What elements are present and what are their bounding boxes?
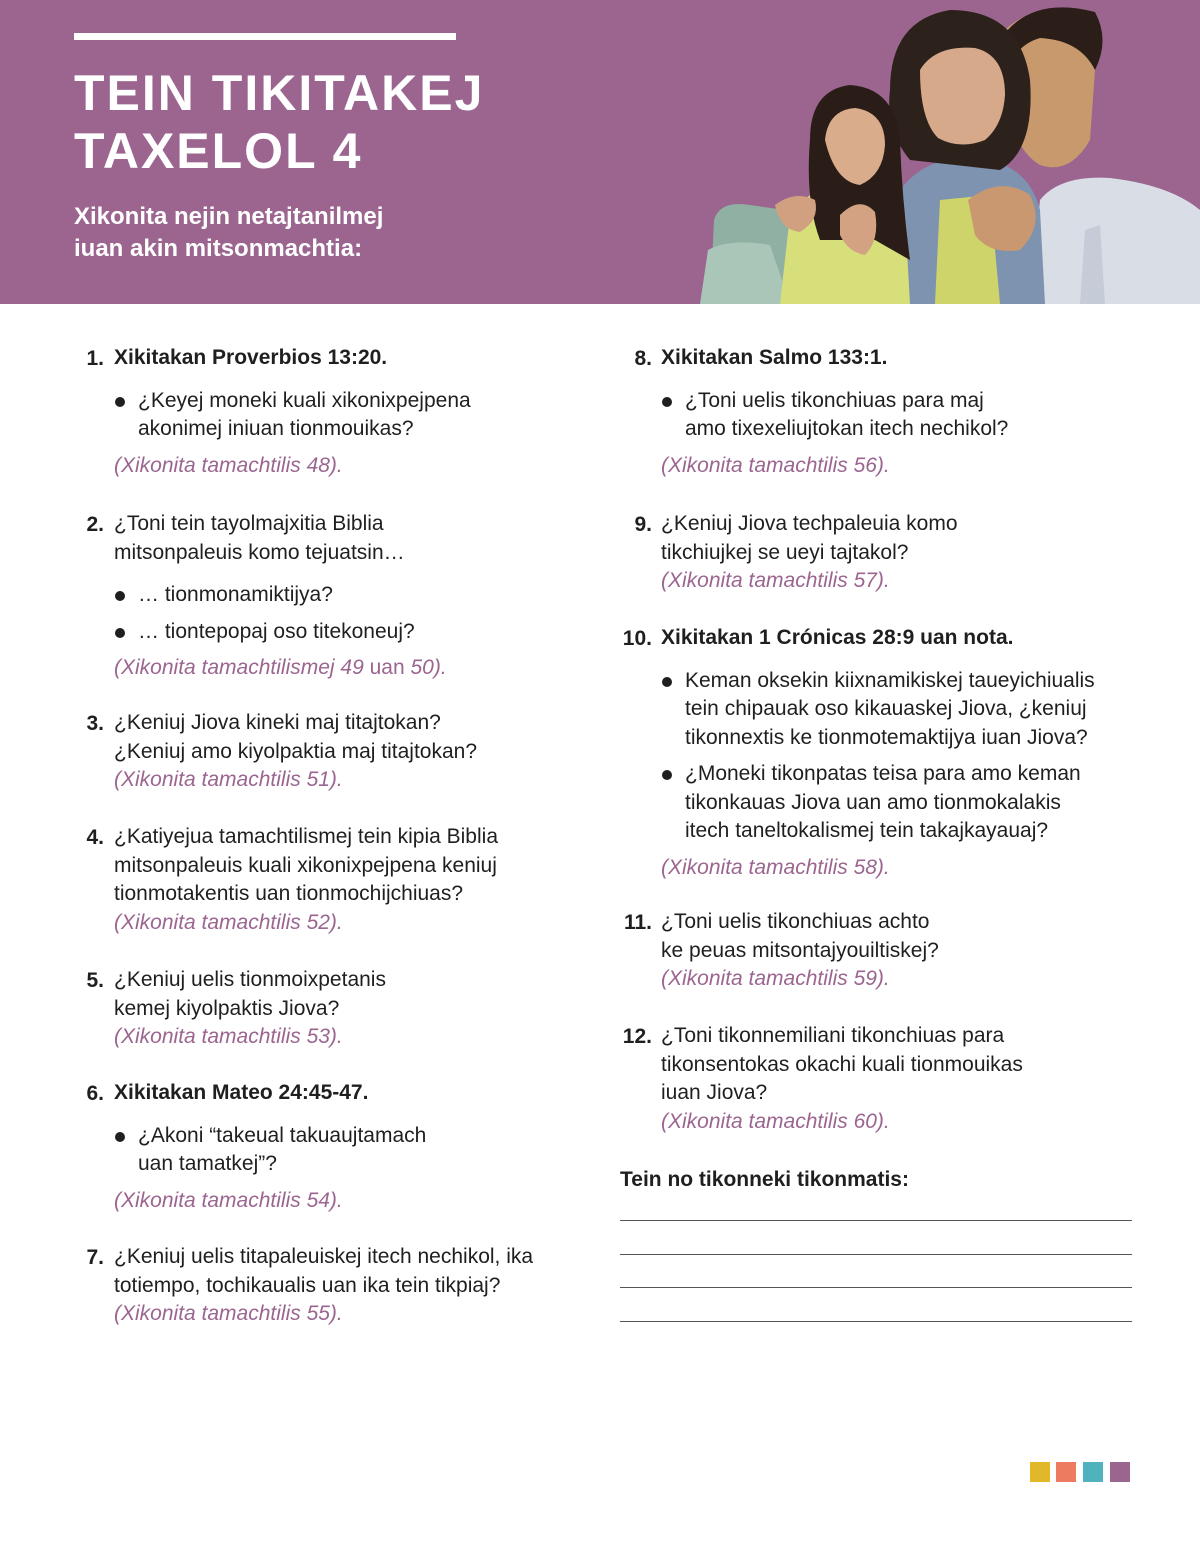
question-text: kemej kiyolpaktis Jiova? (114, 996, 340, 1020)
bullet-icon (662, 770, 672, 780)
bullet-text: amo tixexeliujtokan itech nechikol? (685, 417, 1009, 440)
page-subtitle-line: Xikonita nejin netajtanilmej (74, 203, 384, 230)
bullet-list (114, 387, 590, 444)
question-number: 10. (622, 627, 652, 650)
question-body (114, 510, 590, 683)
paragraph-reference: (Xikonita tamachtilis 52). (114, 910, 343, 934)
question-text: ¿Toni uelis tikonchiuas achto (661, 910, 930, 933)
bullet-text: tein chipauak oso kikauaskej Jiova, ¿keniuj (685, 697, 1087, 720)
question-body (661, 344, 1136, 480)
question-text: mitsonpaleuis komo tejuatsin… (114, 540, 405, 564)
bullet-icon (115, 628, 125, 638)
paragraph-reference-part: uan (369, 656, 405, 679)
question-text: tionmotakentis uan tionmochijchiuas? (114, 882, 464, 905)
question-text: iuan Jiova? (661, 1081, 768, 1104)
bullet-icon (662, 397, 672, 407)
scripture-reading: Xikitakan Salmo 133:1. (661, 346, 888, 369)
paragraph-reference-part: 50). (404, 656, 447, 679)
question-number: 9. (634, 513, 652, 536)
paragraph-reference: (Xikonita tamachtilis 57). (661, 569, 890, 592)
paragraph-reference: (Xikonita tamachtilis 54). (114, 1188, 343, 1212)
question-body (661, 624, 1136, 882)
paragraph-reference: (Xikonita tamachtilis 48). (114, 453, 343, 477)
bullet-text: uan tamatkej”? (138, 1152, 277, 1175)
question-number: 12. (622, 1025, 652, 1048)
question-body (114, 823, 590, 937)
question-text: ke peuas mitsontajyouiltiskej? (661, 938, 939, 962)
scripture-reading: Xikitakan 1 Crónicas 28:9 uan nota. (661, 626, 1014, 649)
question-text: ¿Keniuj uelis titapaleuiskej itech nechikol, ika (114, 1245, 534, 1268)
question-body (114, 1243, 590, 1329)
bullet-list (114, 581, 590, 646)
bullet-text: ¿Keyej moneki kuali xikonixpejpena (138, 388, 471, 412)
question-number: 6. (86, 1082, 104, 1105)
question-text: ¿Keniuj Jiova kineki maj titajtokan? (114, 711, 441, 734)
paragraph-reference: (Xikonita tamachtilis 56). (661, 453, 890, 477)
color-square-orange (1056, 1462, 1076, 1482)
question-text: ¿Keniuj uelis tionmoixpetanis (114, 968, 386, 991)
color-square-yellow (1030, 1462, 1050, 1482)
family-praying-illustration (700, 0, 1200, 304)
bullet-text: akonimej iniuan tionmouikas? (138, 417, 414, 440)
bullet-item (661, 760, 1136, 846)
question-text: mitsonpaleuis kuali xikonixpejpena keniuj (114, 853, 497, 877)
header-rule (74, 33, 456, 40)
paragraph-reference: (Xikonita tamachtilis 58). (661, 855, 890, 879)
page-subtitle-line: iuan akin mitsonmachtia: (74, 235, 363, 262)
question-body (661, 908, 1136, 994)
page-subtitle (74, 201, 594, 265)
color-square-teal (1083, 1462, 1103, 1482)
bullet-icon (115, 397, 125, 407)
question-number: 7. (86, 1246, 104, 1269)
question-text: ¿Katiyejua tamachtilismej tein kipia Biblia (114, 825, 498, 848)
paragraph-reference: (Xikonita tamachtilis 55). (114, 1302, 343, 1325)
question-body (114, 344, 590, 480)
question-number: 11. (623, 911, 652, 934)
question-number: 5. (86, 969, 104, 992)
bullet-icon (115, 1132, 125, 1142)
bullet-item (661, 667, 1136, 753)
question-number: 4. (86, 826, 104, 849)
question-text: totiempo, tochikaualis uan ika tein tikpiaj? (114, 1273, 501, 1297)
bullet-item (114, 1122, 590, 1179)
paragraph-reference (114, 654, 590, 683)
bullet-list (661, 667, 1136, 846)
note-writing-line[interactable] (620, 1321, 1132, 1322)
question-body (114, 966, 590, 1052)
page-title (74, 64, 594, 180)
question-number: 1. (86, 347, 104, 370)
bullet-icon (115, 591, 125, 601)
question-number: 3. (86, 712, 104, 735)
bullet-text: ¿Moneki tikonpatas teisa para amo keman (685, 762, 1081, 785)
bullet-icon (662, 677, 672, 687)
bullet-text: … tionmonamiktijya? (138, 583, 333, 606)
paragraph-reference: (Xikonita tamachtilis 51). (114, 768, 343, 791)
note-writing-line[interactable] (620, 1220, 1132, 1221)
bullet-text: … tiontepopaj oso titekoneuj? (138, 619, 415, 643)
color-square-purple (1110, 1462, 1130, 1482)
note-writing-line[interactable] (620, 1287, 1132, 1288)
question-text: ¿Toni tein tayolmajxitia Biblia (114, 512, 384, 535)
bullet-item (661, 387, 1136, 444)
paragraph-reference: (Xikonita tamachtilis 60). (661, 1109, 890, 1133)
page-title-line: TAXELOL 4 (74, 123, 363, 179)
paragraph-reference-part: (Xikonita tamachtilismej 49 (114, 656, 370, 679)
bullet-item (114, 581, 590, 610)
question-text: ¿Keniuj Jiova techpaleuia komo (661, 512, 958, 535)
question-number: 8. (634, 347, 652, 370)
question-body (661, 510, 1136, 596)
bullet-text: Keman oksekin kiixnamikiskej taueyichiualis (685, 668, 1095, 692)
question-body (661, 1022, 1136, 1136)
bullet-text: ¿Akoni “takeual takuaujtamach (138, 1123, 427, 1147)
question-text: ¿Keniuj amo kiyolpaktia maj titajtokan? (114, 739, 478, 763)
note-writing-line[interactable] (620, 1254, 1132, 1255)
notes-label: Tein no tikonneki tikonmatis: (620, 1168, 909, 1191)
question-text: tikonsentokas okachi kuali tionmouikas (661, 1052, 1023, 1076)
question-text: tikchiujkej se ueyi tajtakol? (661, 540, 909, 564)
scripture-reading: Xikitakan Proverbios 13:20. (114, 346, 388, 369)
bullet-list (114, 1122, 590, 1179)
bullet-text: tikonkauas Jiova uan amo tionmokalakis (685, 790, 1061, 814)
bullet-item (114, 618, 590, 647)
question-number: 2. (86, 513, 104, 536)
bullet-text: ¿Toni uelis tikonchiuas para maj (685, 388, 984, 412)
bullet-item (114, 387, 590, 444)
header-banner (0, 0, 1200, 304)
bullet-text: itech taneltokalismej tein takajkayauaj? (685, 819, 1049, 842)
paragraph-reference: (Xikonita tamachtilis 53). (114, 1025, 343, 1048)
question-body (114, 1079, 590, 1215)
question-body (114, 709, 590, 795)
question-text: ¿Toni tikonnemiliani tikonchiuas para (661, 1024, 1005, 1047)
bullet-text: tikonnextis ke tionmotemaktijya iuan Jiova? (685, 725, 1088, 749)
page-title-line: TEIN TIKITAKEJ (74, 65, 485, 121)
bullet-list (661, 387, 1136, 444)
paragraph-reference: (Xikonita tamachtilis 59). (661, 967, 890, 990)
scripture-reading: Xikitakan Mateo 24:45-47. (114, 1081, 369, 1104)
